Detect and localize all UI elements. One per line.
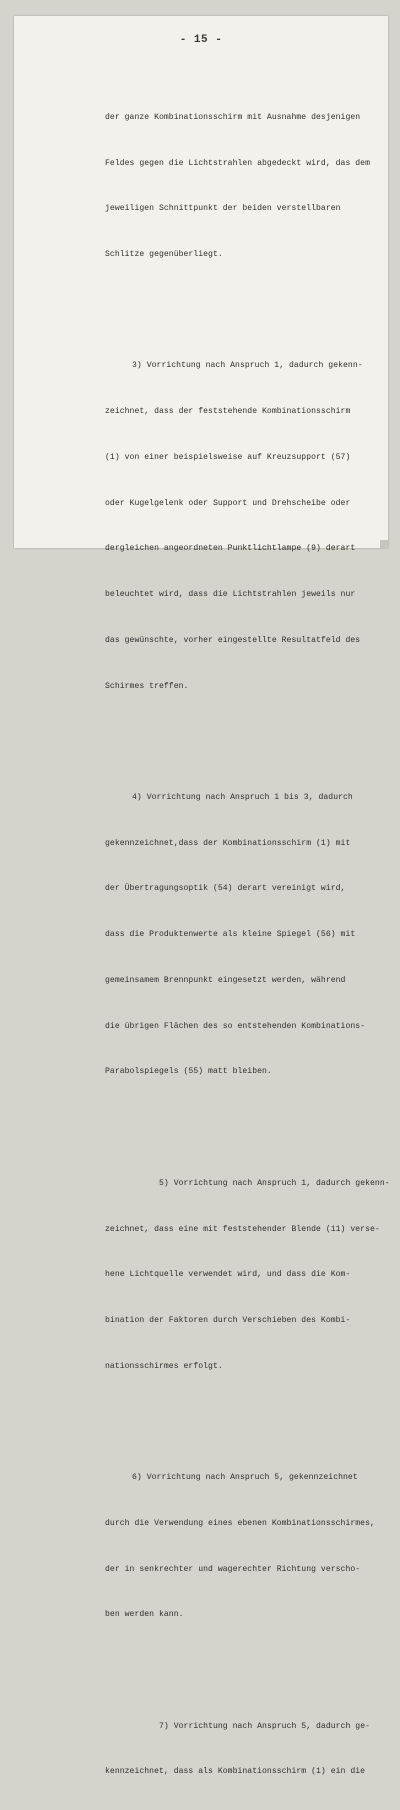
- text-line: Schlitze gegenüberliegt.: [105, 250, 223, 259]
- document-body: [14, 64, 388, 1810]
- claim-6-line: 6) Vorrichtung nach Anspruch 5, gekennzeichnet: [132, 1473, 358, 1483]
- page-number: - 15 -: [179, 34, 223, 46]
- claim-7-line: kennzeichnet, dass als Kombinationsschirm (1) ein die: [105, 1767, 366, 1777]
- claim-4-line: Parabolspiegels (55) matt bleiben.: [105, 1067, 272, 1077]
- claim-3-line: beleuchtet wird, dass die Lichtstrahlen jeweils nur: [105, 590, 356, 600]
- claim-5-line: bination der Faktoren durch Verschieben des Kombi-: [105, 1316, 351, 1326]
- claim-3-line: dergleichen angeordneten Punktlichtlampe (9) derart: [105, 544, 356, 554]
- claim-6-line: ben werden kann.: [105, 1610, 184, 1620]
- page-corner-shadow: [380, 540, 388, 548]
- claim-5-line: nationsschirmes erfolgt.: [105, 1361, 223, 1371]
- claim-4-line: 4) Vorrichtung nach Anspruch 1 bis 3, dadurch: [132, 792, 353, 802]
- claim-4-line: gekennzeichnet,dass der Kombinationsschirm (1) mit: [105, 838, 351, 848]
- claim-3-line: Schirmes treffen.: [105, 681, 189, 691]
- claim-6-line: durch die Verwendung eines ebenen Kombinationsschirmes,: [105, 1518, 375, 1528]
- claim-3-line: 3) Vorrichtung nach Anspruch 1, dadurch gekenn-: [132, 361, 363, 371]
- claim-3-line: das gewünschte, vorher eingestellte Resultatfeld des: [105, 635, 361, 645]
- claim-4-line: die übrigen Flächen des so entstehenden Kombinations-: [105, 1021, 366, 1031]
- claim-7-line: 7) Vorrichtung nach Anspruch 5, dadurch ge-: [159, 1721, 371, 1731]
- text-line: der ganze Kombinationsschirm mit Ausnahme desjenigen: [105, 112, 361, 122]
- text-line: jeweiligen Schnittpunkt der beiden verstellbaren: [105, 204, 341, 214]
- claim-5-line: zeichnet, dass eine mit feststehender Blende (11) verse-: [105, 1224, 380, 1234]
- claim-6-line: der in senkrechter und wagerechter Richtung verscho-: [105, 1564, 361, 1574]
- claim-3-line: zeichnet, dass der feststehende Kombinationsschirm: [105, 407, 351, 417]
- claim-4-line: dass die Produktenwerte als kleine Spiegel (56) mit: [105, 930, 356, 940]
- text-line: Feldes gegen die Lichtstrahlen abgedeckt wird, das dem: [105, 158, 370, 168]
- claim-4-line: der Übertragungsoptik (54) derart vereinigt wird,: [105, 884, 346, 894]
- claim-3-line: oder Kugelgelenk oder Support und Drehscheibe oder: [105, 498, 351, 508]
- document-page: [14, 16, 390, 1777]
- claim-3-line: (1) von einer beispielsweise auf Kreuzsupport (57): [105, 452, 351, 462]
- claim-4-line: gemeinsamem Brennpunkt eingesetzt werden, während: [105, 975, 346, 985]
- claim-5-line: hene Lichtquelle verwendet wird, und dass die Kom-: [105, 1270, 351, 1280]
- claim-5-line: 5) Vorrichtung nach Anspruch 1, dadurch gekenn-: [159, 1178, 390, 1188]
